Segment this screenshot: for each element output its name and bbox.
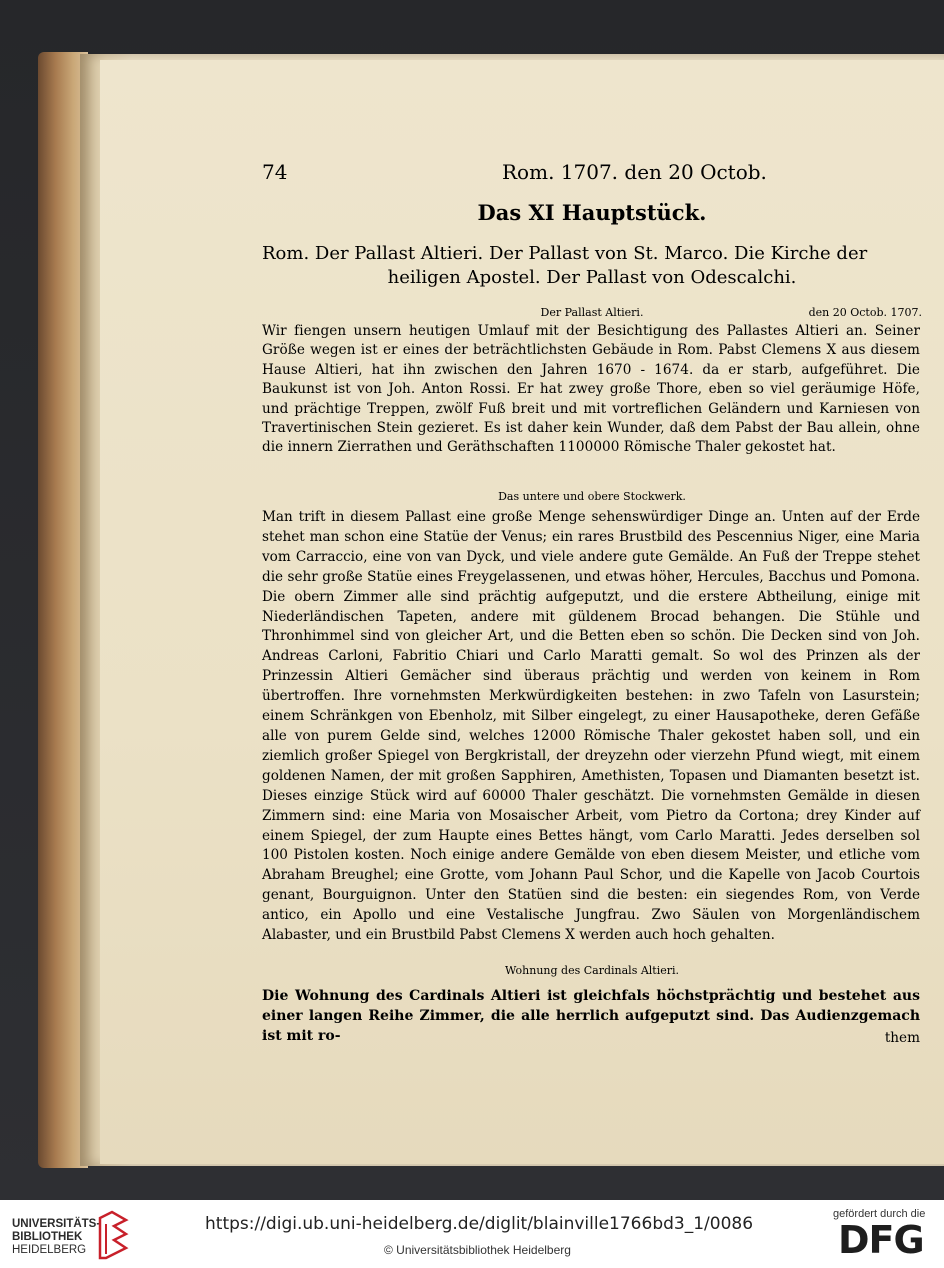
library-logo-text	[12, 1218, 100, 1257]
paragraph-2: Man trift in diesem Pallast eine große Menge sehenswürdiger Dinge an. Unten auf der Erde stehet man schon eine Statüe der Venus; ein rares Brustbild des Pescennius Niger, eine Maria vom Carraccio, eine von van Dyck, und viele andere gute Gemälde. An Fuß der Treppe stehet die sehr große Statüe eines Freygelassenen, und etwas höher, Hercules, Bacchus und Pomona. Die obern Zimmer alle sind prächtig aufgeputzt, und die erstere Abtheilung, einige mit Niederländischen Tapeten, andere mit güldenem Brocad behangen. Die Stühle und Thronhimmel sind von gleicher Art, und die Betten eben so schön. Die Decken sind von Joh. Andreas Carloni, Fabritio Chiari und Carlo Maratti gemalt. So wol des Prinzen als der Prinzessin Altieri Gemächer sind überaus prächtig und werden von keinem in Rom übertroffen. Ihre vornehmsten Merkwürdigkeiten bestehen: in zwo Tafeln von Lasurstein; einem Schränkgen von Ebenholz, mit Silber eingelegt, zu einer Hausapotheke, deren Gefäße alle von purem Gelde sind, welches 12000 Römische Thaler gekostet haben soll, und ein ziemlich großer Spiegel von Bergkristall, der dreyzehn oder vierzehn Pfund wiegt, mit einem goldenen Namen, der mit großen Sapphiren, Amethisten, Topasen und Diamanten besetzt ist. Dieses einzige Stück wird auf 60000 Thaler geschätzt. Die vornehmsten Gemälde in diesen Zimmern sind: eine Maria von Mosaischer Arbeit, vom Pietro da Cortona; drey Kinder auf einem Spiegel, der zum Haupte eines Bettes hängt, vom Carlo Maratti. Jedes derselben sol 100 Pistolen kosten. Noch einige andere Gemälde von eben diesem Meister, und etliche vom Abraham Breughel; eine Grotte, vom Johann Paul Schor, und die Kapelle von Jacob Courtois genant, Bourguignon. Unter den Statüen sind die besten: ein siegendes Rom, von Verde antico, ein Apollo und eine Vestalische Jungfrau. Zwo Säulen von Morgenländischem Alabaster, und ein Brustbild Pabst Clemens X werden auch hoch gehalten.	[262, 509, 920, 944]
copyright-notice: © Universitätsbibliothek Heidelberg	[384, 1243, 571, 1257]
marginal-note-wohnung: Wohnung des Cardinals Altieri.	[504, 964, 680, 977]
running-head	[262, 160, 922, 188]
viewer-footer	[0, 1200, 944, 1268]
library-name-line-3: HEIDELBERG	[12, 1244, 87, 1256]
marginal-note-1	[262, 306, 922, 319]
running-head-title: Rom. 1707. den 20 Octob.	[502, 160, 767, 184]
library-name-line-1: UNIVERSITÄTS-	[12, 1218, 101, 1230]
library-name-line-2: BIBLIOTHEK	[12, 1231, 83, 1243]
marginal-note-3	[262, 964, 922, 977]
chapter-summary	[262, 242, 922, 290]
funding-label: gefördert durch die	[833, 1208, 926, 1220]
summary-line-2: heiligen Apostel. Der Pallast von Odescalchi.	[387, 267, 797, 288]
paragraph-1: Wir fiengen unsern heutigen Umlauf mit der Besichtigung des Pallastes Altieri an. Seiner Größe wegen ist er eines der beträchtlichsten Gebäude in Rom. Pabst Clemens X aus diesem Hause Altieri, hat ihn zwischen den Jahren 1670 - 1674. da er starb, aufgeführet. Die Baukunst ist von Joh. Anton Rossi. Er hat zwey große Thore, eben so viel geräumige Höfe, und prächtige Treppen, zwölf Fuß breit und mit vortreflichen Geländern und Karniesen von Travertinischen Stein gezieret. Es ist daher kein Wunder, daß dem Pabst der Bau allein, ohne die innern Zierrathen und Geräthschaften 1100000 Römische Thaler gekostet hat.	[262, 323, 920, 456]
page-number: 74	[262, 160, 288, 184]
permalink-url[interactable]: https://digi.ub.uni-heidelberg.de/diglit/blainville1766bd3_1/0086	[205, 1214, 754, 1234]
marginal-note-2	[262, 490, 922, 503]
paragraph-3: Die Wohnung des Cardinals Altieri ist gleichfals höchstprächtig und bestehet aus einer langen Reihe Zimmer, die alle herrlich aufgeputzt sind. Das Audienzgemach ist mit ro-	[262, 988, 920, 1044]
marginal-note-date: den 20 Octob. 1707.	[808, 306, 922, 319]
chapter-title: Das XI Hauptstück.	[477, 200, 707, 225]
dfg-logo: DFG	[838, 1218, 924, 1262]
marginal-note-stockwerk: Das untere und obere Stockwerk.	[498, 490, 686, 503]
marginal-note-left: Der Pallast Altieri.	[540, 306, 644, 319]
summary-line-1: Rom. Der Pallast Altieri. Der Pallast von St. Marco. Die Kirche der	[262, 243, 868, 264]
library-logo-icon	[96, 1210, 130, 1262]
catchword: them	[884, 1030, 920, 1046]
